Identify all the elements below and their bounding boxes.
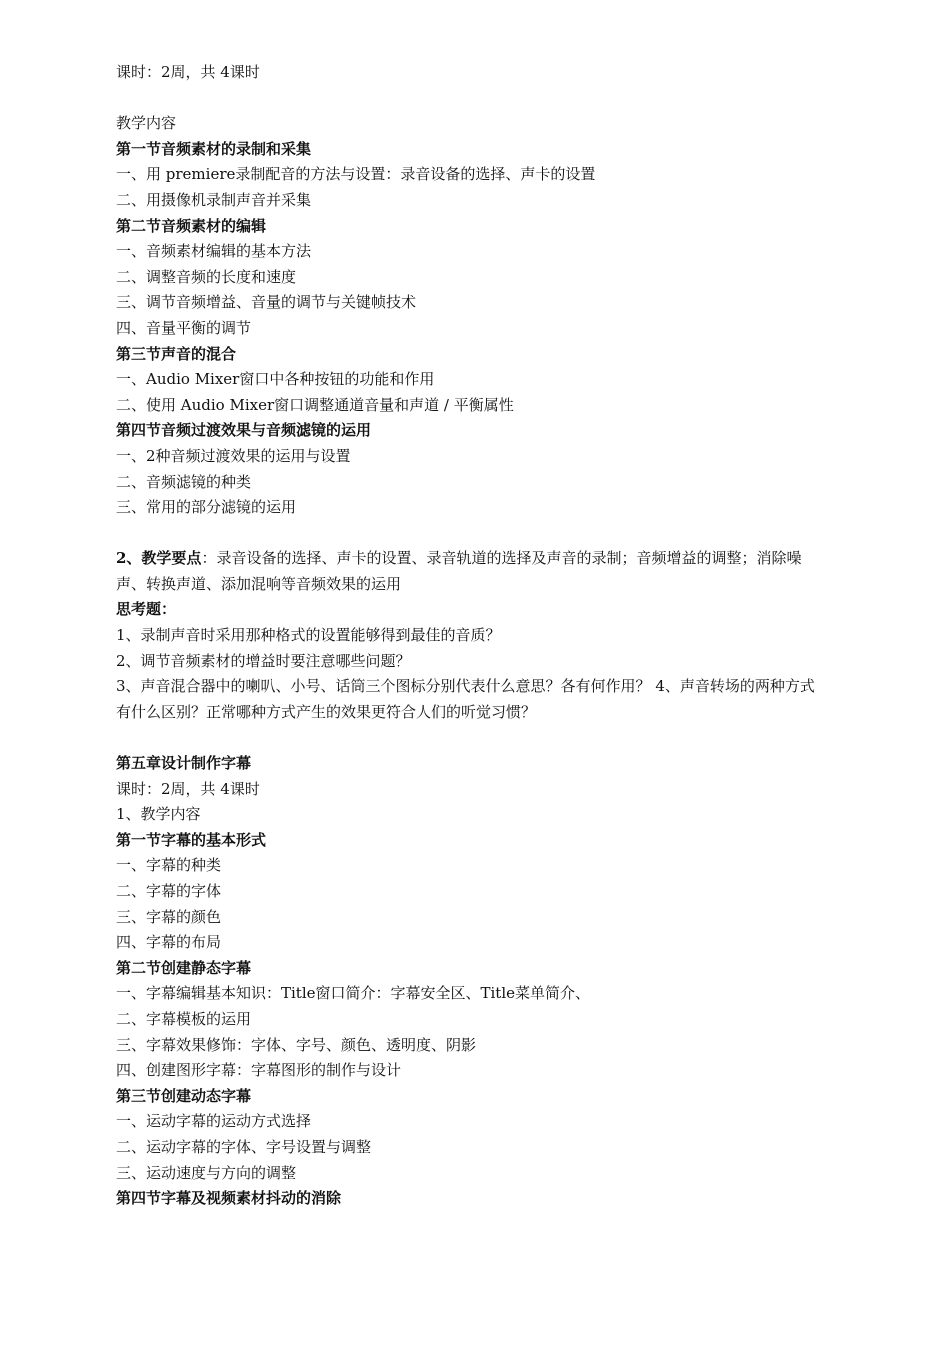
key-points-text: ：录音设备的选择、声卡的设置、录音轨道的选择及声音的录制；音频增益的调整；消除噪声、转换声道、添加混响等音频效果的运用 bbox=[116, 549, 802, 593]
list-item: 三、常用的部分滤镜的运用 bbox=[116, 498, 297, 517]
list-item: 一、字幕的种类 bbox=[116, 856, 222, 875]
section-title: 第四节音频过渡效果与音频滤镜的运用 bbox=[116, 421, 372, 440]
questions-heading: 思考题： bbox=[116, 600, 177, 619]
list-item: 一、音频素材编辑的基本方法 bbox=[116, 242, 312, 261]
section-title: 第二节音频素材的编辑 bbox=[116, 216, 267, 235]
blank-line bbox=[116, 725, 816, 751]
list-item: 三、字幕效果修饰：字体、字号、颜色、透明度、阴影 bbox=[116, 1035, 477, 1054]
list-item: 四、字幕的布局 bbox=[116, 933, 222, 952]
blank-line bbox=[116, 86, 816, 112]
list-item: 四、音量平衡的调节 bbox=[116, 318, 252, 337]
section-title: 第三节声音的混合 bbox=[116, 344, 237, 363]
list-item: 二、调整音频的长度和速度 bbox=[116, 267, 297, 286]
section-title: 第四节字幕及视频素材抖动的消除 bbox=[116, 1189, 342, 1208]
blank-line bbox=[116, 521, 816, 547]
list-item: 一、字幕编辑基本知识：Title窗口简介：字幕安全区、Title菜单简介、 bbox=[116, 984, 591, 1003]
section-title: 第三节创建动态字幕 bbox=[116, 1086, 252, 1105]
course-hours: 课时：2周，共 4课时 bbox=[116, 63, 260, 81]
list-item: 二、用摄像机录制声音并采集 bbox=[116, 190, 312, 209]
list-item: 二、运动字幕的字体、字号设置与调整 bbox=[116, 1137, 372, 1156]
list-item: 二、使用 Audio Mixer窗口调整通道音量和声道 / 平衡属性 bbox=[116, 395, 514, 414]
list-item: 二、音频滤镜的种类 bbox=[116, 472, 252, 491]
list-item: 一、Audio Mixer窗口中各种按钮的功能和作用 bbox=[116, 370, 435, 389]
section-title: 第一节音频素材的录制和采集 bbox=[116, 139, 312, 158]
list-item: 一、用 premiere录制配音的方法与设置：录音设备的选择、声卡的设置 bbox=[116, 165, 596, 184]
teaching-content-heading: 教学内容 bbox=[116, 114, 177, 133]
course-hours: 课时：2周，共 4课时 bbox=[116, 779, 260, 798]
list-item: 一、运动字幕的运动方式选择 bbox=[116, 1112, 312, 1131]
list-item: 三、字幕的颜色 bbox=[116, 907, 222, 926]
question-item: 3、声音混合器中的喇叭、小号、话筒三个图标分别代表什么意思？各有何作用？ 4、声音转场的两种方式有什么区别？正常哪种方式产生的效果更符合人们的听觉习惯？ bbox=[116, 677, 815, 721]
question-item: 1、录制声音时采用那种格式的设置能够得到最佳的音质？ bbox=[116, 626, 501, 645]
list-item: 四、创建图形字幕：字幕图形的制作与设计 bbox=[116, 1061, 402, 1080]
document-page bbox=[116, 60, 816, 1212]
list-item: 三、调节音频增益、音量的调节与关键帧技术 bbox=[116, 293, 417, 312]
key-points-label: 2、教学要点 bbox=[116, 549, 202, 568]
list-item: 三、运动速度与方向的调整 bbox=[116, 1163, 297, 1182]
list-item: 二、字幕模板的运用 bbox=[116, 1009, 252, 1028]
chapter-title: 第五章设计制作字幕 bbox=[116, 754, 252, 773]
teaching-content-heading: 1、教学内容 bbox=[116, 805, 201, 824]
key-points-paragraph bbox=[116, 546, 816, 597]
list-item: 二、字幕的字体 bbox=[116, 882, 222, 900]
list-item: 一、2种音频过渡效果的运用与设置 bbox=[116, 446, 351, 465]
question-item: 2、调节音频素材的增益时要注意哪些问题？ bbox=[116, 651, 411, 670]
section-title: 第二节创建静态字幕 bbox=[116, 958, 252, 977]
section-title: 第一节字幕的基本形式 bbox=[116, 830, 267, 849]
